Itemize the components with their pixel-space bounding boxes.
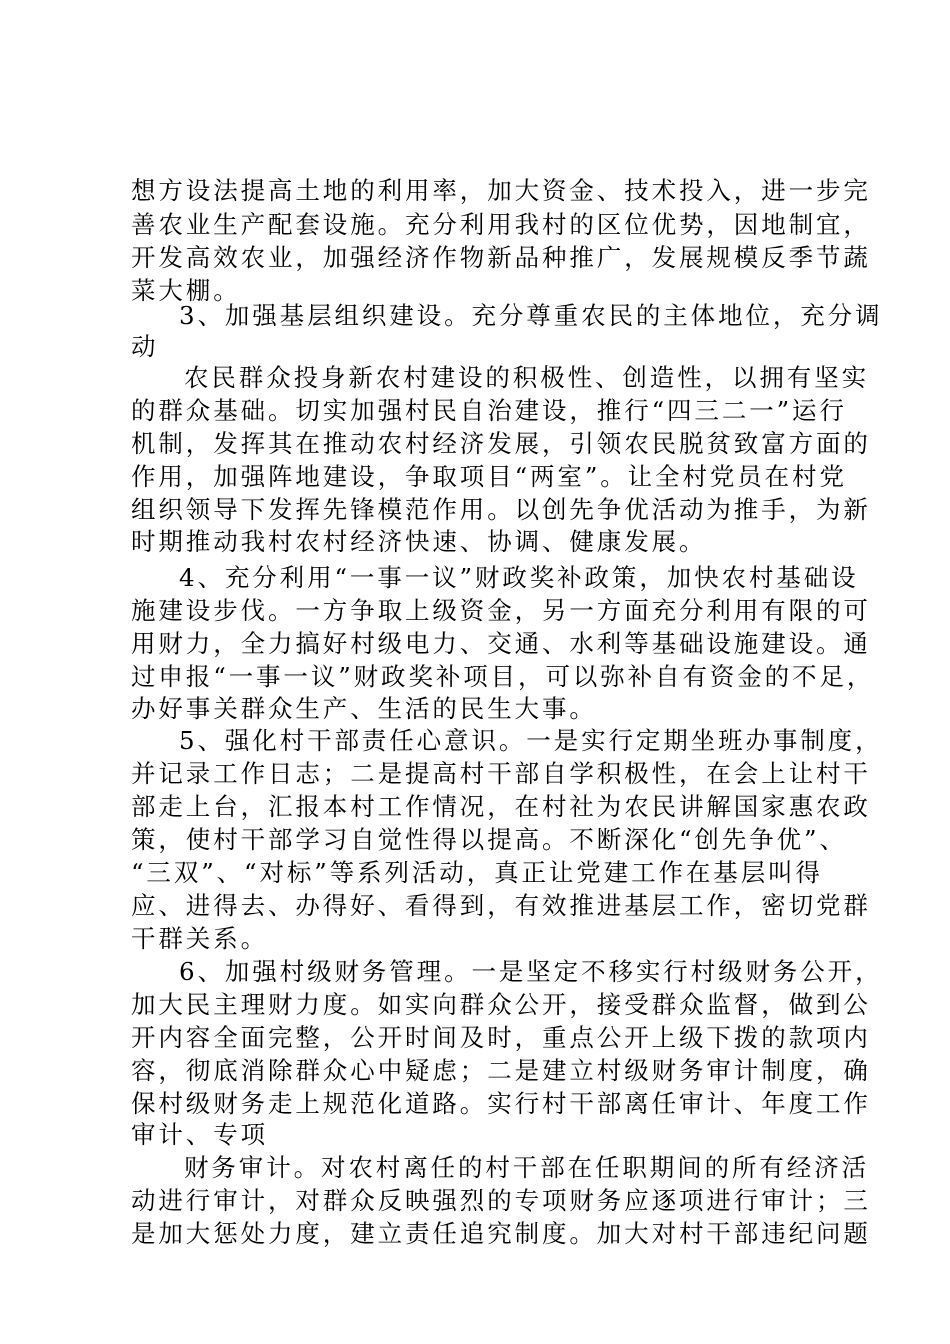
text-line: 动 [131,332,159,361]
text-line: 加大民主理财力度。如实向群众公开，接受群众监督，做到公 [131,990,871,1019]
text-line: 应、进得去、办得好、看得到，有效推进基层工作，密切党群 [131,891,871,920]
text-line: 过申报“一事一议”财政奖补项目，可以弥补自有资金的不足， [131,662,875,691]
text-line: 开发高效农业，加强经济作物新品种推广，发展规模反季节蔬 [131,243,871,272]
text-line: 办好事关群众生产、生活的民生大事。 [131,694,597,723]
text-line: “三双”、“对标”等系列活动，真正让党建工作在基层叫得 [131,858,823,887]
text-line: 保村级财务走上规范化道路。实行村干部离任审计、年度工作 [131,1089,871,1118]
text-line: 干群关系。 [131,924,268,953]
text-line: 时期推动我村农村经济快速、协调、健康发展。 [131,527,707,556]
text-line: 策，使村干部学习自觉性得以提高。不断深化“创先争优”、 [131,825,847,854]
text-line: 5、强化村干部责任心意识。一是实行定期坐班办事制度， [179,726,883,755]
text-line: 施建设步伐。一方争取上级资金，另一方面充分利用有限的可 [131,596,871,625]
text-line: 并记录工作日志；二是提高村干部自学积极性，在会上让村干 [131,759,871,788]
text-line: 想方设法提高土地的利用率，加大资金、技术投入，进一步完 [131,176,871,205]
text-line: 是加大惩处力度，建立责任追究制度。加大对村干部违纪问题 [131,1219,871,1248]
text-line: 组织领导下发挥先锋模范作用。以创先争优活动为推手，为新 [131,495,871,524]
text-line: 6、加强村级财务管理。一是坚定不移实行村级财务公开， [179,957,883,986]
text-line: 菜大棚。 [131,276,241,305]
text-line: 作用，加强阵地建设，争取项目“两室”。让全村党员在村党 [131,462,847,491]
text-line: 审计、专项 [131,1120,268,1149]
text-line: 财务审计。对农村离任的村干部在任职期间的所有经济活 [184,1153,869,1182]
text-line: 3、加强基层组织建设。充分尊重农民的主体地位，充分调 [179,301,883,330]
text-line: 部走上台，汇报本村工作情况，在村社为农民讲解国家惠农政 [131,792,871,821]
text-line: 动进行审计，对群众反映强烈的专项财务应逐项进行审计；三 [131,1186,871,1215]
text-line: 机制，发挥其在推动农村经济发展，引领农民脱贫致富方面的 [131,429,871,458]
text-line: 用财力，全力搞好村级电力、交通、水利等基础设施建设。通 [131,629,871,658]
text-line: 容，彻底消除群众心中疑虑；二是建立村级财务审计制度，确 [131,1056,871,1085]
text-line: 4、充分利用“一事一议”财政奖补政策，加快农村基础设 [179,563,859,592]
text-line: 开内容全面完整，公开时间及时，重点公开上级下拨的款项内 [131,1023,871,1052]
text-line: 农民群众投身新农村建设的积极性、创造性，以拥有坚实 [184,363,869,392]
text-line: 的群众基础。切实加强村民自治建设，推行“四三二一”运行 [131,396,847,425]
text-line: 善农业生产配套设施。充分利用我村的区位优势，因地制宜， [131,210,871,239]
